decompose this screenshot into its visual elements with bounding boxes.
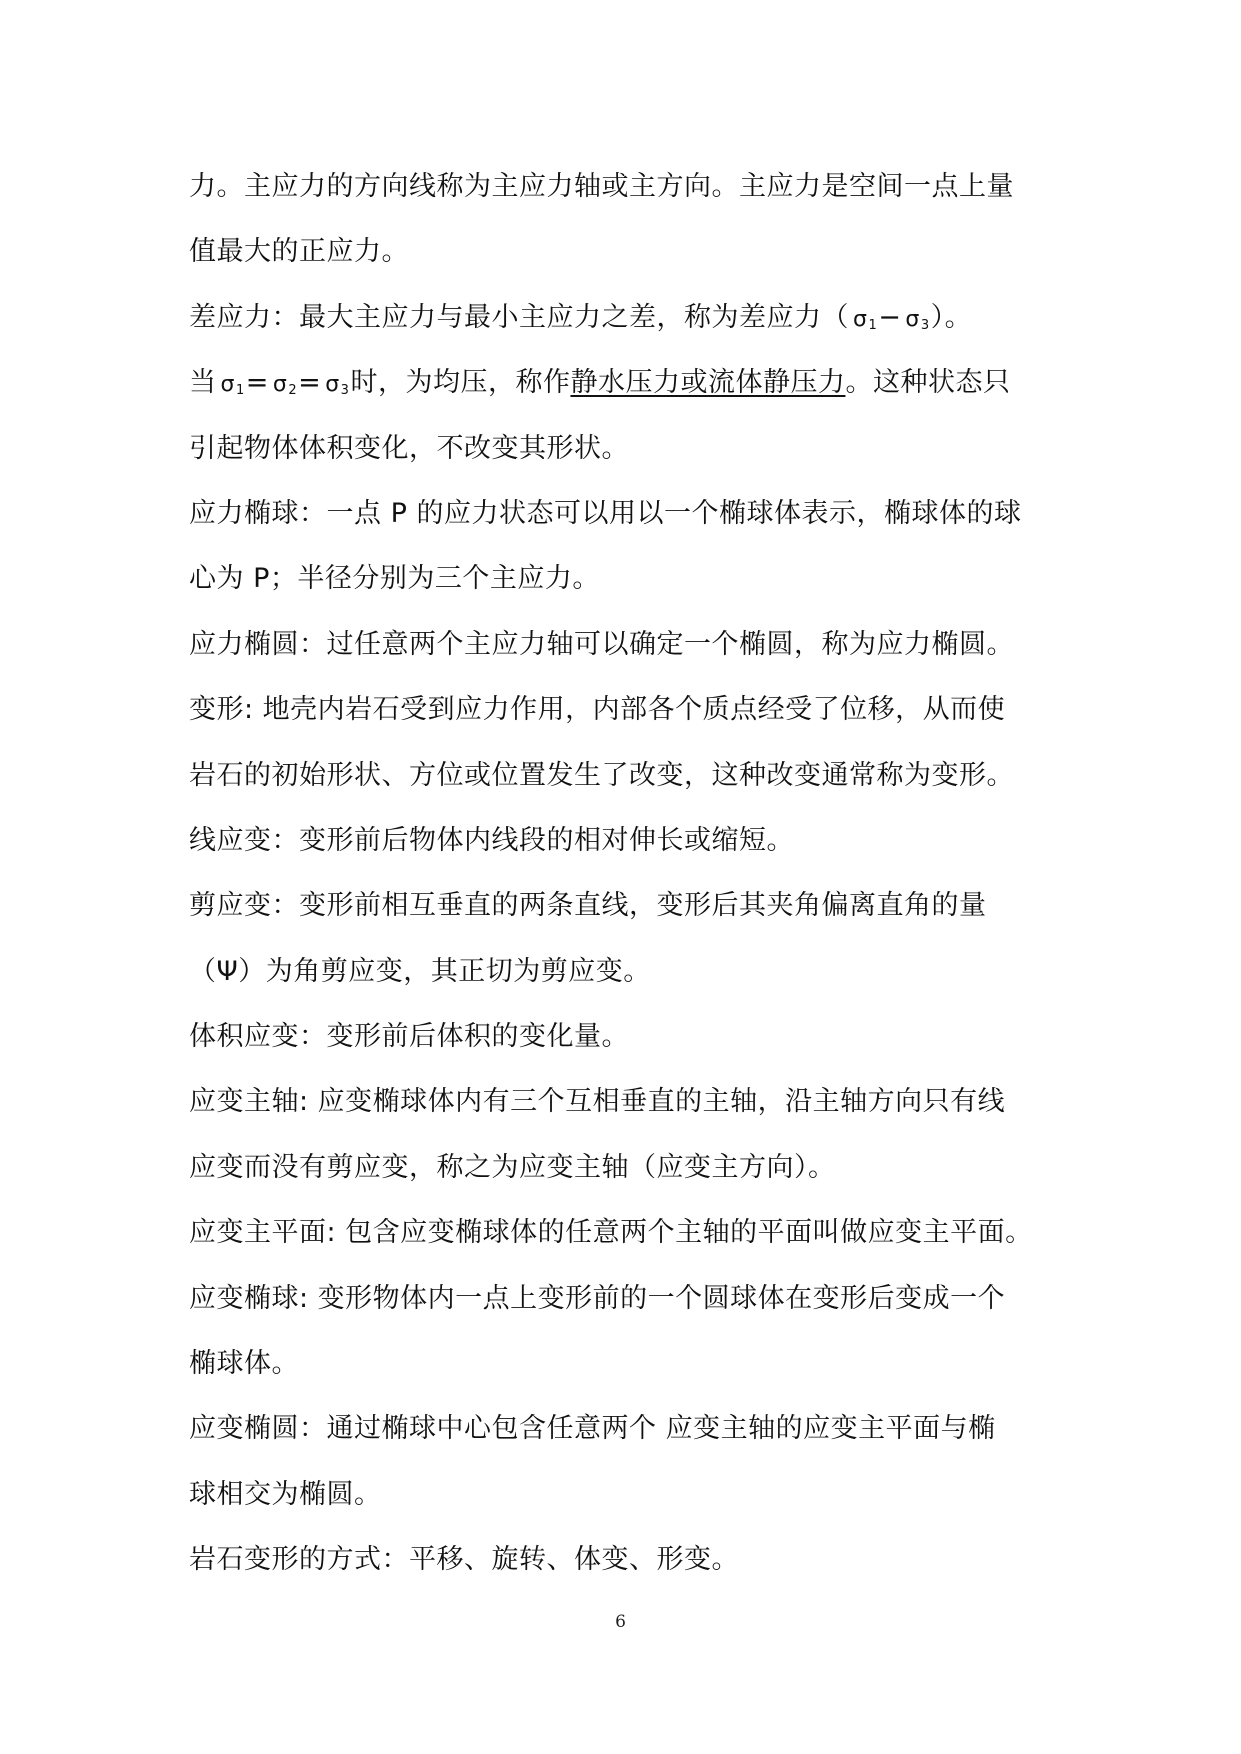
text-line-2: 值最大的正应力。 — [189, 236, 409, 268]
text-line-8: 应力椭圆：过任意两个主应力轴可以确定一个椭圆，称为应力椭圆。 — [189, 628, 1014, 660]
subscript-3: 3 — [340, 383, 350, 399]
sigma-symbol: σ — [853, 306, 868, 332]
text-line-12: 剪应变：变形前相互垂直的两条直线，变形后其夹角偏离直角的量 — [189, 890, 987, 922]
text-line-19: 椭球体。 — [189, 1348, 299, 1380]
minus-sign: − — [878, 301, 902, 333]
sigma-symbol: σ — [272, 372, 288, 398]
text-line-11: 线应变：变形前后物体内线段的相对伸长或缩短。 — [189, 824, 794, 856]
text-line-14: 体积应变：变形前后体积的变化量。 — [189, 1021, 629, 1053]
hydrostatic-mid: 时，为均压，称作 — [350, 367, 571, 399]
text-line-13: （Ψ）为角剪应变，其正切为剪应变。 — [189, 955, 651, 987]
hydrostatic-prefix: 当 — [189, 367, 217, 399]
sigma-symbol: σ — [220, 372, 235, 398]
text-line-18: 应变椭球: 变形物体内一点上变形前的一个圆球体在变形后变成一个 — [189, 1282, 1006, 1314]
subscript-2: 2 — [288, 383, 298, 399]
sigma-symbol: σ — [905, 306, 920, 332]
text-line-17: 应变主平面: 包含应变椭球体的任意两个主轴的平面叫做应变主平面。 — [189, 1217, 1033, 1249]
text-line-6: 应力椭球：一点 P 的应力状态可以用以一个椭球体表示，椭球体的球 — [189, 497, 1022, 529]
subscript-1: 1 — [868, 317, 878, 333]
text-line-20: 应变椭圆：通过椭球中心包含任意两个 应变主轴的应变主平面与椭 — [189, 1413, 996, 1445]
sigma-symbol: σ — [325, 372, 340, 398]
subscript-1: 1 — [235, 383, 245, 399]
text-line-9: 变形: 地壳内岩石受到应力作用，内部各个质点经受了位移，从而使 — [189, 694, 1006, 726]
differential-stress-text: 差应力：最大主应力与最小主应力之差，称为差应力（ — [189, 301, 849, 333]
text-line-15: 应变主轴: 应变椭球体内有三个互相垂直的主轴，沿主轴方向只有线 — [189, 1086, 1006, 1118]
subscript-3: 3 — [920, 317, 930, 333]
text-line-5: 引起物体体积变化，不改变其形状。 — [189, 432, 629, 464]
text-line-16: 应变而没有剪应变，称之为应变主轴（应变主方向）。 — [189, 1151, 836, 1183]
text-line-22: 岩石变形的方式：平移、旋转、体变、形变。 — [189, 1544, 739, 1576]
hydrostatic-pressure-term: 静水压力或流体静压力 — [570, 367, 846, 399]
text-line-21: 球相交为椭圆。 — [189, 1478, 382, 1510]
page-content — [189, 154, 1069, 1593]
text-line-hydrostatic — [189, 350, 1069, 415]
equals-sign: = — [245, 367, 269, 399]
text-line-differential-stress — [189, 285, 1069, 350]
page-number: 6 — [615, 1612, 626, 1632]
text-line-1: 力。主应力的方向线称为主应力轴或主方向。主应力是空间一点上量 — [189, 171, 1014, 202]
hydrostatic-suffix: 。这种状态只 — [845, 367, 1011, 399]
equals-sign: = — [298, 367, 322, 399]
differential-stress-suffix: ）。 — [930, 301, 973, 333]
text-line-7: 心为 P；半径分别为三个主应力。 — [189, 563, 600, 595]
text-line-10: 岩石的初始形状、方位或位置发生了改变，这种改变通常称为变形。 — [189, 759, 1014, 791]
